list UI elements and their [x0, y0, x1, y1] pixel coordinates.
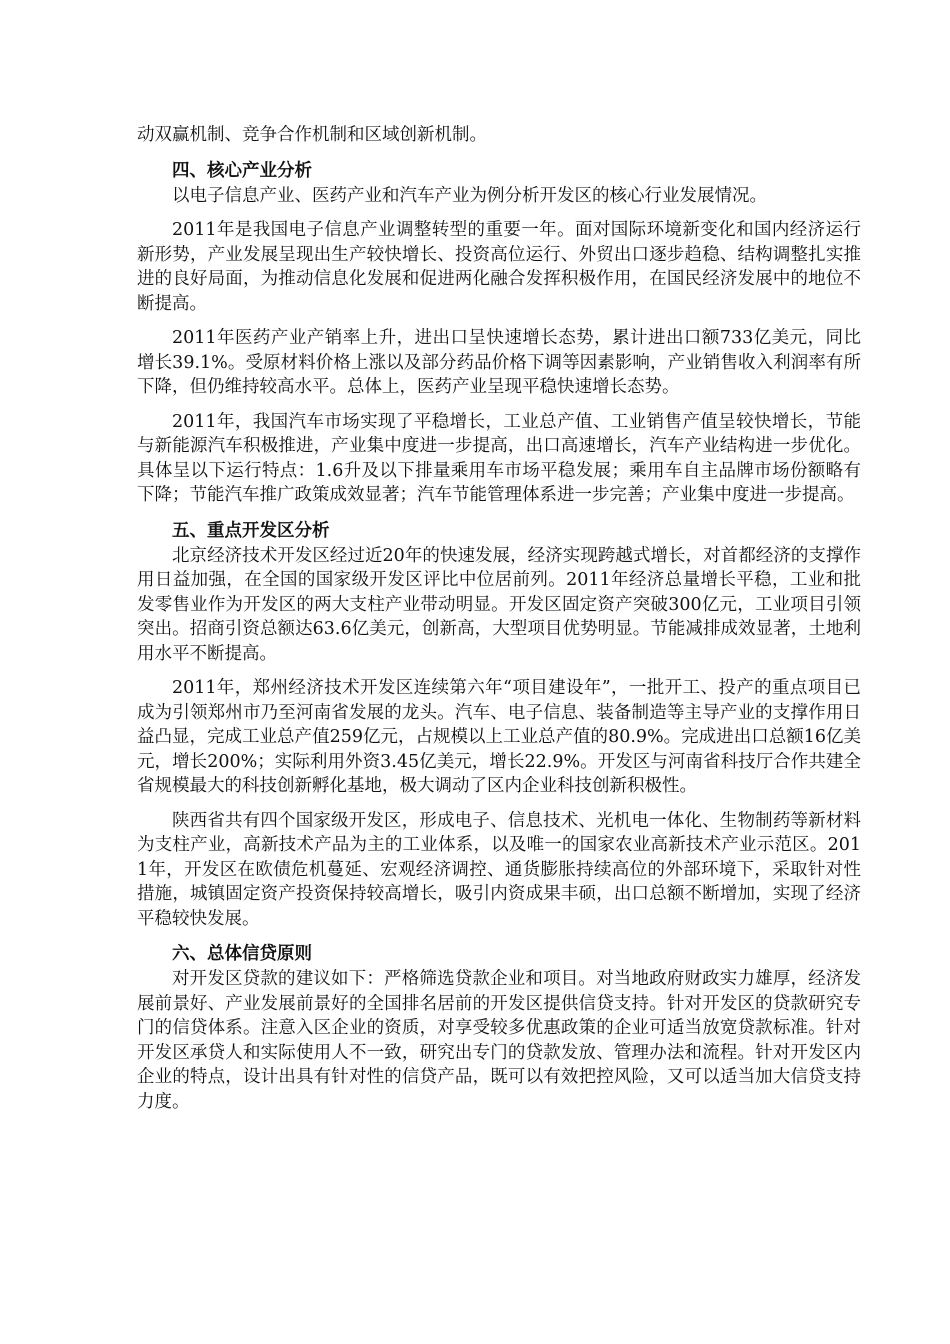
section-5-paragraph-3: 陕西省共有四个国家级开发区，形成电子、信息技术、光机电一体化、生物制药等新材料为支柱产业，高新技术产品为主的工业体系，以及唯一的国家农业高新技术产业示范区。2011年，开发区在欧债危机蔓延、宏观经济调控、通货膨胀持续高位的外部环境下，采取针对性措施，城镇固定资产投资保持较高增长，吸引内资成果丰硕，出口总额不断增加，实现了经济平稳较快发展。: [137, 810, 861, 929]
section-4-paragraph-2: 2011年是我国电子信息产业调整转型的重要一年。面对国际环境新变化和国内经济运行新形势，产业发展呈现出生产较快增长、投资高位运行、外贸出口逐步趋稳、结构调整扎实推进的良好局面，为推动信息化发展和促进两化融合发挥积极作用，在国民经济发展中的地位不断提高。: [137, 220, 861, 314]
intro-continuation-paragraph: 动双赢机制、竞争合作机制和区域创新机制。: [137, 125, 487, 145]
section-4-heading: 四、核心产业分析: [172, 160, 312, 181]
document-page: [137, 123, 861, 1114]
section-6-paragraph-1: 对开发区贷款的建议如下：严格筛选贷款企业和项目。对当地政府财政实力雄厚，经济发展前景好、产业发展前景好的全国排名居前的开发区提供信贷支持。针对开发区的贷款研究专门的信贷体系。注意入区企业的资质，对享受较多优惠政策的企业可适当放宽贷款标准。针对开发区承贷人和实际使用人不一致，研究出专门的贷款发放、管理办法和流程。针对开发区内企业的特点，设计出具有针对性的信贷产品，既可以有效把控风险，又可以适当加大信贷支持力度。: [137, 969, 861, 1112]
section-4-paragraph-3: 2011年医药产业产销率上升，进出口呈快速增长态势，累计进出口额733亿美元，同比增长39.1%。受原材料价格上涨以及部分药品价格下调等因素影响，产业销售收入利润率有所下降，但仍维持较高水平。总体上，医药产业呈现平稳快速增长态势。: [137, 328, 861, 397]
section-5-paragraph-2: 2011年，郑州经济技术开发区连续第六年“项目建设年”，一批开工、投产的重点项目已成为引领郑州市乃至河南省发展的龙头。汽车、电子信息、装备制造等主导产业的支撑作用日益凸显，完成工业总产值259亿元，占规模以上工业总产值的80.9%。完成进出口总额16亿美元，增长200%；实际利用外资3.45亿美元，增长22.9%。开发区与河南省科技厅合作共建全省规模最大的科技创新孵化基地，极大调动了区内企业科技创新积极性。: [137, 678, 861, 796]
section-4-paragraph-1: 以电子信息产业、医药产业和汽车产业为例分析开发区的核心行业发展情况。: [172, 185, 767, 206]
section-5-paragraph-1: 北京经济技术开发区经过近20年的快速发展，经济实现跨越式增长，对首都经济的支撑作用日益加强，在全国的国家级开发区评比中位居前列。2011年经济总量增长平稳，工业和批发零售业作为开发区的两大支柱产业带动明显。开发区固定资产突破300亿元，工业项目引领突出。招商引资总额达63.6亿美元，创新高，大型项目优势明显。节能减排成效显著，土地利用水平不断提高。: [137, 545, 861, 664]
section-6-heading: 六、总体信贷原则: [172, 944, 312, 964]
section-5-heading: 五、重点开发区分析: [172, 520, 330, 541]
section-4-paragraph-4: 2011年，我国汽车市场实现了平稳增长，工业总产值、工业销售产值呈较快增长，节能与新能源汽车积极推进，产业集中度进一步提高，出口高速增长，汽车产业结构进一步优化。具体呈以下运行特点：1.6升及以下排量乘用车市场平稳发展；乘用车自主品牌市场份额略有下降；节能汽车推广政策成效显著；汽车节能管理体系进一步完善；产业集中度进一步提高。: [137, 411, 861, 505]
